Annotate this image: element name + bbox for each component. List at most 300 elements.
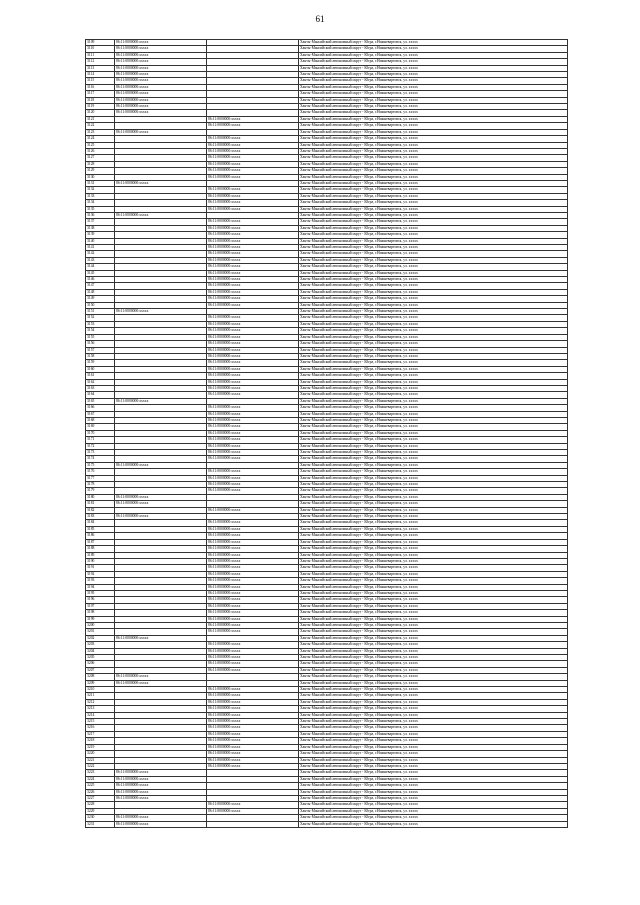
address-cell: Ханты-Мансийский автономный округ - Югра, г.Нижневартовск, ул. xxxxx (299, 72, 568, 78)
address-cell: Ханты-Мансийский автономный округ - Югра, г.Нижневартовск, ул. xxxxx (299, 379, 568, 385)
row-number-cell: 3112 (86, 59, 115, 65)
address-cell: Ханты-Мансийский автономный округ - Югра, г.Нижневартовск, ул. xxxxx (299, 366, 568, 372)
address-cell: Ханты-Мансийский автономный округ - Югра, г.Нижневартовск, ул. xxxxx (299, 328, 568, 334)
address-cell: Ханты-Мансийский автономный округ - Югра, г.Нижневартовск, ул. xxxxx (299, 206, 568, 212)
related-cadastral-number-cell: 86:11:0000000:xxxxx (207, 277, 299, 283)
row-number-cell: 3214 (86, 712, 115, 718)
row-number-cell: 3121 (86, 116, 115, 122)
address-cell: Ханты-Мансийский автономный округ - Югра, г.Нижневартовск, ул. xxxxx (299, 398, 568, 404)
row-number-cell: 3131 (86, 180, 115, 186)
address-cell: Ханты-Мансийский автономный округ - Югра, г.Нижневартовск, ул. xxxxx (299, 450, 568, 456)
cadastral-number-cell: 86:11:0000000:xxxxx (115, 494, 207, 500)
row-number-cell: 3179 (86, 488, 115, 494)
related-cadastral-number-cell: 86:11:0000000:xxxxx (207, 411, 299, 417)
row-number-cell: 3185 (86, 526, 115, 532)
related-cadastral-number-cell: 86:11:0000000:xxxxx (207, 699, 299, 705)
address-cell: Ханты-Мансийский автономный округ - Югра, г.Нижневартовск, ул. xxxxx (299, 674, 568, 680)
address-cell: Ханты-Мансийский автономный округ - Югра, г.Нижневартовск, ул. xxxxx (299, 565, 568, 571)
address-cell: Ханты-Мансийский автономный округ - Югра, г.Нижневартовск, ул. xxxxx (299, 629, 568, 635)
address-cell: Ханты-Мансийский автономный округ - Югра, г.Нижневартовск, ул. xxxxx (299, 353, 568, 359)
related-cadastral-number-cell: 86:11:0000000:xxxxx (207, 437, 299, 443)
address-cell: Ханты-Мансийский автономный округ - Югра, г.Нижневартовск, ул. xxxxx (299, 110, 568, 116)
address-cell: Ханты-Мансийский автономный округ - Югра, г.Нижневартовск, ул. xxxxx (299, 712, 568, 718)
table-row (86, 821, 568, 827)
related-cadastral-number-cell: 86:11:0000000:xxxxx (207, 655, 299, 661)
related-cadastral-number-cell: 86:11:0000000:xxxxx (207, 552, 299, 558)
address-cell: Ханты-Мансийский автономный округ - Югра, г.Нижневартовск, ул. xxxxx (299, 603, 568, 609)
address-cell: Ханты-Мансийский автономный округ - Югра, г.Нижневартовск, ул. xxxxx (299, 693, 568, 699)
row-number-cell: 3122 (86, 123, 115, 129)
row-number-cell: 3177 (86, 475, 115, 481)
related-cadastral-number-cell (207, 821, 299, 827)
cadastral-number-cell: 86:11:0000000:xxxxx (115, 398, 207, 404)
row-number-cell: 3128 (86, 161, 115, 167)
address-cell: Ханты-Мансийский автономный округ - Югра, г.Нижневартовск, ул. xxxxx (299, 655, 568, 661)
address-cell: Ханты-Мансийский автономный округ - Югра, г.Нижневартовск, ул. xxxxx (299, 507, 568, 513)
row-number-cell: 3111 (86, 52, 115, 58)
address-cell: Ханты-Мансийский автономный округ - Югра, г.Нижневартовск, ул. xxxxx (299, 558, 568, 564)
related-cadastral-number-cell: 86:11:0000000:xxxxx (207, 296, 299, 302)
row-number-cell: 3158 (86, 353, 115, 359)
related-cadastral-number-cell: 86:11:0000000:xxxxx (207, 731, 299, 737)
related-cadastral-number-cell: 86:11:0000000:xxxxx (207, 590, 299, 596)
row-number-cell: 3164 (86, 392, 115, 398)
row-number-cell: 3126 (86, 148, 115, 154)
address-cell: Ханты-Мансийский автономный округ - Югра, г.Нижневартовск, ул. xxxxx (299, 770, 568, 776)
address-cell: Ханты-Мансийский автономный округ - Югра, г.Нижневартовск, ул. xxxxx (299, 180, 568, 186)
related-cadastral-number-cell: 86:11:0000000:xxxxx (207, 622, 299, 628)
row-number-cell: 3134 (86, 200, 115, 206)
row-number-cell: 3171 (86, 437, 115, 443)
related-cadastral-number-cell: 86:11:0000000:xxxxx (207, 136, 299, 142)
row-number-cell: 3132 (86, 187, 115, 193)
related-cadastral-number-cell: 86:11:0000000:xxxxx (207, 687, 299, 693)
row-number-cell: 3190 (86, 558, 115, 564)
row-number-cell: 3216 (86, 725, 115, 731)
address-cell: Ханты-Мансийский автономный округ - Югра, г.Нижневартовск, ул. xxxxx (299, 104, 568, 110)
address-cell: Ханты-Мансийский автономный округ - Югра, г.Нижневартовск, ул. xxxxx (299, 642, 568, 648)
address-cell: Ханты-Мансийский автономный округ - Югра, г.Нижневартовск, ул. xxxxx (299, 578, 568, 584)
row-number-cell: 3188 (86, 546, 115, 552)
row-number-cell: 3186 (86, 533, 115, 539)
row-number-cell: 3209 (86, 680, 115, 686)
row-number-cell: 3211 (86, 693, 115, 699)
related-cadastral-number-cell: 86:11:0000000:xxxxx (207, 539, 299, 545)
cadastral-number-cell: 86:11:0000000:xxxxx (115, 680, 207, 686)
row-number-cell: 3197 (86, 603, 115, 609)
cadastral-number-cell: 86:11:0000000:xxxxx (115, 795, 207, 801)
address-cell: Ханты-Мансийский автономный округ - Югра, г.Нижневартовск, ул. xxxxx (299, 526, 568, 532)
address-cell: Ханты-Мансийский автономный округ - Югра, г.Нижневартовск, ул. xxxxx (299, 462, 568, 468)
address-cell: Ханты-Мансийский автономный округ - Югра, г.Нижневартовск, ул. xxxxx (299, 635, 568, 641)
related-cadastral-number-cell: 86:11:0000000:xxxxx (207, 725, 299, 731)
related-cadastral-number-cell: 86:11:0000000:xxxxx (207, 373, 299, 379)
address-cell: Ханты-Мансийский автономный округ - Югра, г.Нижневартовск, ул. xxxxx (299, 161, 568, 167)
row-number-cell: 3120 (86, 110, 115, 116)
address-cell: Ханты-Мансийский автономный округ - Югра, г.Нижневартовск, ул. xxxxx (299, 443, 568, 449)
row-number-cell: 3141 (86, 245, 115, 251)
address-cell: Ханты-Мансийский автономный округ - Югра, г.Нижневартовск, ул. xxxxx (299, 610, 568, 616)
row-number-cell: 3173 (86, 450, 115, 456)
row-number-cell: 3229 (86, 808, 115, 814)
row-number-cell: 3110 (86, 46, 115, 52)
related-cadastral-number-cell: 86:11:0000000:xxxxx (207, 578, 299, 584)
address-cell: Ханты-Мансийский автономный округ - Югра, г.Нижневартовск, ул. xxxxx (299, 795, 568, 801)
related-cadastral-number-cell: 86:11:0000000:xxxxx (207, 315, 299, 321)
row-number-cell: 3182 (86, 507, 115, 513)
row-number-cell: 3203 (86, 642, 115, 648)
address-cell: Ханты-Мансийский автономный округ - Югра, г.Нижневартовск, ул. xxxxx (299, 808, 568, 814)
row-number-cell: 3124 (86, 136, 115, 142)
related-cadastral-number-cell: 86:11:0000000:xxxxx (207, 405, 299, 411)
address-cell: Ханты-Мансийский автономный округ - Югра, г.Нижневартовск, ул. xxxxx (299, 687, 568, 693)
row-number-cell: 3153 (86, 321, 115, 327)
related-cadastral-number-cell: 86:11:0000000:xxxxx (207, 161, 299, 167)
address-cell: Ханты-Мансийский автономный округ - Югра, г.Нижневартовск, ул. xxxxx (299, 238, 568, 244)
row-number-cell: 3175 (86, 462, 115, 468)
row-number-cell: 3145 (86, 270, 115, 276)
row-number-cell: 3118 (86, 97, 115, 103)
row-number-cell: 3198 (86, 610, 115, 616)
cadastral-number-cell: 86:11:0000000:xxxxx (115, 674, 207, 680)
address-cell: Ханты-Мансийский автономный округ - Югра, г.Нижневартовск, ул. xxxxx (299, 731, 568, 737)
address-cell: Ханты-Мансийский автономный округ - Югра, г.Нижневартовск, ул. xxxxx (299, 270, 568, 276)
address-cell: Ханты-Мансийский автономный округ - Югра, г.Нижневартовск, ул. xxxxx (299, 815, 568, 821)
related-cadastral-number-cell: 86:11:0000000:xxxxx (207, 232, 299, 238)
row-number-cell: 3183 (86, 514, 115, 520)
related-cadastral-number-cell: 86:11:0000000:xxxxx (207, 520, 299, 526)
related-cadastral-number-cell: 86:11:0000000:xxxxx (207, 302, 299, 308)
row-number-cell: 3119 (86, 104, 115, 110)
address-cell: Ханты-Мансийский автономный округ - Югра, г.Нижневартовск, ул. xxxxx (299, 437, 568, 443)
address-cell: Ханты-Мансийский автономный округ - Югра, г.Нижневартовск, ул. xxxxx (299, 648, 568, 654)
cadastral-number-cell: 86:11:0000000:xxxxx (115, 501, 207, 507)
address-cell: Ханты-Мансийский автономный округ - Югра, г.Нижневартовск, ул. xxxxx (299, 321, 568, 327)
related-cadastral-number-cell: 86:11:0000000:xxxxx (207, 648, 299, 654)
address-cell: Ханты-Мансийский автономный округ - Югра, г.Нижневартовск, ул. xxxxx (299, 757, 568, 763)
related-cadastral-number-cell: 86:11:0000000:xxxxx (207, 757, 299, 763)
row-number-cell: 3206 (86, 661, 115, 667)
address-cell: Ханты-Мансийский автономный округ - Югра, г.Нижневартовск, ул. xxxxx (299, 315, 568, 321)
row-number-cell: 3152 (86, 315, 115, 321)
row-number-cell: 3204 (86, 648, 115, 654)
cadastral-number-cell: 86:11:0000000:xxxxx (115, 129, 207, 135)
related-cadastral-number-cell: 86:11:0000000:xxxxx (207, 424, 299, 430)
row-number-cell: 3170 (86, 430, 115, 436)
related-cadastral-number-cell: 86:11:0000000:xxxxx (207, 193, 299, 199)
row-number-cell: 3199 (86, 616, 115, 622)
related-cadastral-number-cell: 86:11:0000000:xxxxx (207, 392, 299, 398)
related-cadastral-number-cell: 86:11:0000000:xxxxx (207, 219, 299, 225)
cadastral-number-cell: 86:11:0000000:xxxxx (115, 462, 207, 468)
row-number-cell: 3109 (86, 40, 115, 46)
row-number-cell: 3228 (86, 802, 115, 808)
address-cell: Ханты-Мансийский автономный округ - Югра, г.Нижневартовск, ул. xxxxx (299, 680, 568, 686)
row-number-cell: 3123 (86, 129, 115, 135)
cadastral-number-cell: 86:11:0000000:xxxxx (115, 815, 207, 821)
row-number-cell: 3146 (86, 277, 115, 283)
row-number-cell: 3194 (86, 584, 115, 590)
address-cell: Ханты-Мансийский автономный округ - Югра, г.Нижневартовск, ул. xxxxx (299, 751, 568, 757)
address-cell: Ханты-Мансийский автономный округ - Югра, г.Нижневартовск, ул. xxxxx (299, 116, 568, 122)
cadastral-number-cell: 86:11:0000000:xxxxx (115, 78, 207, 84)
row-number-cell: 3184 (86, 520, 115, 526)
row-number-cell: 3155 (86, 334, 115, 340)
related-cadastral-number-cell: 86:11:0000000:xxxxx (207, 353, 299, 359)
address-cell: Ханты-Мансийский автономный округ - Югра, г.Нижневартовск, ул. xxxxx (299, 622, 568, 628)
row-number-cell: 3174 (86, 456, 115, 462)
row-number-cell: 3218 (86, 738, 115, 744)
cadastral-number-cell: 86:11:0000000:xxxxx (115, 52, 207, 58)
related-cadastral-number-cell: 86:11:0000000:xxxxx (207, 443, 299, 449)
related-cadastral-number-cell: 86:11:0000000:xxxxx (207, 706, 299, 712)
cadastral-number-cell: 86:11:0000000:xxxxx (115, 104, 207, 110)
address-cell: Ханты-Мансийский автономный округ - Югра, г.Нижневартовск, ул. xxxxx (299, 40, 568, 46)
row-number-cell: 3200 (86, 622, 115, 628)
address-cell: Ханты-Мансийский автономный округ - Югра, г.Нижневартовск, ул. xxxxx (299, 706, 568, 712)
related-cadastral-number-cell: 86:11:0000000:xxxxx (207, 661, 299, 667)
related-cadastral-number-cell: 86:11:0000000:xxxxx (207, 148, 299, 154)
address-cell: Ханты-Мансийский автономный округ - Югра, г.Нижневартовск, ул. xxxxx (299, 148, 568, 154)
related-cadastral-number-cell: 86:11:0000000:xxxxx (207, 328, 299, 334)
address-cell: Ханты-Мансийский автономный округ - Югра, г.Нижневартовск, ул. xxxxx (299, 385, 568, 391)
row-number-cell: 3151 (86, 309, 115, 315)
row-number-cell: 3217 (86, 731, 115, 737)
address-cell: Ханты-Мансийский автономный округ - Югра, г.Нижневартовск, ул. xxxxx (299, 802, 568, 808)
related-cadastral-number-cell: 86:11:0000000:xxxxx (207, 629, 299, 635)
cadastral-number-cell: 86:11:0000000:xxxxx (115, 776, 207, 782)
related-cadastral-number-cell: 86:11:0000000:xxxxx (207, 558, 299, 564)
row-number-cell: 3193 (86, 578, 115, 584)
row-number-cell: 3157 (86, 347, 115, 353)
related-cadastral-number-cell: 86:11:0000000:xxxxx (207, 347, 299, 353)
related-cadastral-number-cell: 86:11:0000000:xxxxx (207, 321, 299, 327)
address-cell: Ханты-Мансийский автономный округ - Югра, г.Нижневартовск, ул. xxxxx (299, 136, 568, 142)
row-number-cell: 3215 (86, 719, 115, 725)
address-cell: Ханты-Мансийский автономный округ - Югра, г.Нижневартовск, ул. xxxxx (299, 590, 568, 596)
related-cadastral-number-cell: 86:11:0000000:xxxxx (207, 360, 299, 366)
cadastral-number-cell: 86:11:0000000:xxxxx (115, 91, 207, 97)
row-number-cell: 3180 (86, 494, 115, 500)
address-cell: Ханты-Мансийский автономный округ - Югра, г.Нижневартовск, ул. xxxxx (299, 225, 568, 231)
address-cell: Ханты-Мансийский автономный округ - Югра, г.Нижневартовск, ул. xxxxx (299, 59, 568, 65)
address-cell: Ханты-Мансийский автономный округ - Югра, г.Нижневартовск, ул. xxxxx (299, 289, 568, 295)
address-cell: Ханты-Мансийский автономный округ - Югра, г.Нижневартовск, ул. xxxxx (299, 309, 568, 315)
row-number-cell: 3149 (86, 296, 115, 302)
row-number-cell: 3130 (86, 174, 115, 180)
row-number-cell: 3221 (86, 757, 115, 763)
related-cadastral-number-cell: 86:11:0000000:xxxxx (207, 808, 299, 814)
row-number-cell: 3220 (86, 751, 115, 757)
related-cadastral-number-cell: 86:11:0000000:xxxxx (207, 763, 299, 769)
related-cadastral-number-cell: 86:11:0000000:xxxxx (207, 251, 299, 257)
row-number-cell: 3201 (86, 629, 115, 635)
address-cell: Ханты-Мансийский автономный округ - Югра, г.Нижневартовск, ул. xxxxx (299, 46, 568, 52)
related-cadastral-number-cell: 86:11:0000000:xxxxx (207, 488, 299, 494)
related-cadastral-number-cell: 86:11:0000000:xxxxx (207, 238, 299, 244)
row-number-cell: 3117 (86, 91, 115, 97)
row-number-cell: 3162 (86, 379, 115, 385)
address-cell: Ханты-Мансийский автономный округ - Югра, г.Нижневартовск, ул. xxxxx (299, 494, 568, 500)
cadastral-number-cell: 86:11:0000000:xxxxx (115, 59, 207, 65)
address-cell: Ханты-Мансийский автономный округ - Югра, г.Нижневартовск, ул. xxxxx (299, 552, 568, 558)
row-number-cell: 3135 (86, 206, 115, 212)
table-body (86, 40, 568, 828)
related-cadastral-number-cell: 86:11:0000000:xxxxx (207, 616, 299, 622)
row-number-cell: 3212 (86, 699, 115, 705)
row-number-cell: 3172 (86, 443, 115, 449)
address-cell: Ханты-Мансийский автономный округ - Югра, г.Нижневартовск, ул. xxxxx (299, 661, 568, 667)
address-cell: Ханты-Мансийский автономный округ - Югра, г.Нижневартовск, ул. xxxxx (299, 302, 568, 308)
address-cell: Ханты-Мансийский автономный округ - Югра, г.Нижневартовск, ул. xxxxx (299, 232, 568, 238)
address-cell: Ханты-Мансийский автономный округ - Югра, г.Нижневартовск, ул. xxxxx (299, 411, 568, 417)
row-number-cell: 3226 (86, 789, 115, 795)
row-number-cell: 3207 (86, 667, 115, 673)
row-number-cell: 3129 (86, 168, 115, 174)
address-cell: Ханты-Мансийский автономный округ - Югра, г.Нижневартовск, ул. xxxxx (299, 744, 568, 750)
related-cadastral-number-cell: 86:11:0000000:xxxxx (207, 571, 299, 577)
related-cadastral-number-cell: 86:11:0000000:xxxxx (207, 341, 299, 347)
cadastral-table (85, 39, 568, 828)
cadastral-number-cell: 86:11:0000000:xxxxx (115, 783, 207, 789)
row-number-cell: 3202 (86, 635, 115, 641)
address-cell: Ханты-Мансийский автономный округ - Югра, г.Нижневартовск, ул. xxxxx (299, 616, 568, 622)
row-number-cell: 3150 (86, 302, 115, 308)
page-number: 61 (315, 14, 325, 24)
address-cell: Ханты-Мансийский автономный округ - Югра, г.Нижневартовск, ул. xxxxx (299, 129, 568, 135)
row-number-cell: 3213 (86, 706, 115, 712)
related-cadastral-number-cell: 86:11:0000000:xxxxx (207, 430, 299, 436)
address-cell: Ханты-Мансийский автономный округ - Югра, г.Нижневартовск, ул. xxxxx (299, 251, 568, 257)
address-cell: Ханты-Мансийский автономный округ - Югра, г.Нижневартовск, ул. xxxxx (299, 469, 568, 475)
address-cell: Ханты-Мансийский автономный округ - Югра, г.Нижневартовск, ул. xxxxx (299, 142, 568, 148)
row-number-cell: 3143 (86, 257, 115, 263)
related-cadastral-number-cell: 86:11:0000000:xxxxx (207, 744, 299, 750)
address-cell: Ханты-Мансийский автономный округ - Югра, г.Нижневартовск, ул. xxxxx (299, 725, 568, 731)
row-number-cell: 3230 (86, 815, 115, 821)
address-cell: Ханты-Мансийский автономный округ - Югра, г.Нижневартовск, ул. xxxxx (299, 193, 568, 199)
row-number-cell: 3223 (86, 770, 115, 776)
row-number-cell: 3163 (86, 385, 115, 391)
related-cadastral-number-cell: 86:11:0000000:xxxxx (207, 667, 299, 673)
address-cell: Ханты-Мансийский автономный округ - Югра, г.Нижневартовск, ул. xxxxx (299, 212, 568, 218)
related-cadastral-number-cell: 86:11:0000000:xxxxx (207, 693, 299, 699)
related-cadastral-number-cell: 86:11:0000000:xxxxx (207, 270, 299, 276)
address-cell: Ханты-Мансийский автономный округ - Югра, г.Нижневартовск, ул. xxxxx (299, 283, 568, 289)
row-number-cell: 3196 (86, 597, 115, 603)
row-number-cell: 3140 (86, 238, 115, 244)
related-cadastral-number-cell: 86:11:0000000:xxxxx (207, 610, 299, 616)
address-cell: Ханты-Мансийский автономный округ - Югра, г.Нижневартовск, ул. xxxxx (299, 520, 568, 526)
row-number-cell: 3160 (86, 366, 115, 372)
address-cell: Ханты-Мансийский автономный округ - Югра, г.Нижневартовск, ул. xxxxx (299, 821, 568, 827)
row-number-cell: 3137 (86, 219, 115, 225)
related-cadastral-number-cell: 86:11:0000000:xxxxx (207, 712, 299, 718)
related-cadastral-number-cell: 86:11:0000000:xxxxx (207, 379, 299, 385)
related-cadastral-number-cell: 86:11:0000000:xxxxx (207, 597, 299, 603)
address-cell: Ханты-Мансийский автономный округ - Югра, г.Нижневартовск, ул. xxxxx (299, 347, 568, 353)
related-cadastral-number-cell: 86:11:0000000:xxxxx (207, 584, 299, 590)
related-cadastral-number-cell: 86:11:0000000:xxxxx (207, 385, 299, 391)
row-number-cell: 3115 (86, 78, 115, 84)
address-cell: Ханты-Мансийский автономный округ - Югра, г.Нижневартовск, ул. xxxxx (299, 571, 568, 577)
related-cadastral-number-cell: 86:11:0000000:xxxxx (207, 719, 299, 725)
address-cell: Ханты-Мансийский автономный округ - Югра, г.Нижневартовск, ул. xxxxx (299, 168, 568, 174)
address-cell: Ханты-Мансийский автономный округ - Югра, г.Нижневартовск, ул. xxxxx (299, 257, 568, 263)
address-cell: Ханты-Мансийский автономный округ - Югра, г.Нижневартовск, ул. xxxxx (299, 539, 568, 545)
address-cell: Ханты-Мансийский автономный округ - Югра, г.Нижневартовск, ул. xxxxx (299, 392, 568, 398)
related-cadastral-number-cell: 86:11:0000000:xxxxx (207, 507, 299, 513)
row-number-cell: 3210 (86, 687, 115, 693)
related-cadastral-number-cell: 86:11:0000000:xxxxx (207, 225, 299, 231)
row-number-cell: 3192 (86, 571, 115, 577)
related-cadastral-number-cell: 86:11:0000000:xxxxx (207, 155, 299, 161)
address-cell: Ханты-Мансийский автономный округ - Югра, г.Нижневартовск, ул. xxxxx (299, 78, 568, 84)
address-cell: Ханты-Мансийский автономный округ - Югра, г.Нижневартовск, ул. xxxxx (299, 597, 568, 603)
row-number-cell: 3178 (86, 482, 115, 488)
row-number-cell: 3189 (86, 552, 115, 558)
related-cadastral-number-cell: 86:11:0000000:xxxxx (207, 283, 299, 289)
address-cell: Ханты-Мансийский автономный округ - Югра, г.Нижневартовск, ул. xxxxx (299, 699, 568, 705)
cadastral-number-cell: 86:11:0000000:xxxxx (115, 97, 207, 103)
row-number-cell: 3165 (86, 398, 115, 404)
address-cell: Ханты-Мансийский автономный округ - Югра, г.Нижневартовск, ул. xxxxx (299, 97, 568, 103)
address-cell: Ханты-Мансийский автономный округ - Югра, г.Нижневартовск, ул. xxxxx (299, 488, 568, 494)
row-number-cell: 3205 (86, 655, 115, 661)
row-number-cell: 3144 (86, 264, 115, 270)
related-cadastral-number-cell: 86:11:0000000:xxxxx (207, 417, 299, 423)
address-cell: Ханты-Мансийский автономный округ - Югра, г.Нижневартовск, ул. xxxxx (299, 738, 568, 744)
row-number-cell: 3133 (86, 193, 115, 199)
row-number-cell: 3191 (86, 565, 115, 571)
row-number-cell: 3208 (86, 674, 115, 680)
related-cadastral-number-cell: 86:11:0000000:xxxxx (207, 174, 299, 180)
address-cell: Ханты-Мансийский автономный округ - Югра, г.Нижневартовск, ул. xxxxx (299, 546, 568, 552)
row-number-cell: 3116 (86, 84, 115, 90)
cadastral-number-cell: 86:11:0000000:xxxxx (115, 309, 207, 315)
cadastral-number-cell: 86:11:0000000:xxxxx (115, 821, 207, 827)
address-cell: Ханты-Мансийский автономный округ - Югра, г.Нижневартовск, ул. xxxxx (299, 501, 568, 507)
address-cell: Ханты-Мансийский автономный округ - Югра, г.Нижневартовск, ул. xxxxx (299, 584, 568, 590)
related-cadastral-number-cell: 86:11:0000000:xxxxx (207, 482, 299, 488)
address-cell: Ханты-Мансийский автономный округ - Югра, г.Нижневартовск, ул. xxxxx (299, 187, 568, 193)
cadastral-number-cell: 86:11:0000000:xxxxx (115, 514, 207, 520)
row-number-cell: 3125 (86, 142, 115, 148)
row-number-cell: 3167 (86, 411, 115, 417)
address-cell: Ханты-Мансийский автономный округ - Югра, г.Нижневартовск, ул. xxxxx (299, 430, 568, 436)
address-cell: Ханты-Мансийский автономный округ - Югра, г.Нижневартовск, ул. xxxxx (299, 174, 568, 180)
address-cell: Ханты-Мансийский автономный округ - Югра, г.Нижневартовск, ул. xxxxx (299, 373, 568, 379)
related-cadastral-number-cell: 86:11:0000000:xxxxx (207, 526, 299, 532)
row-number-cell: 3227 (86, 795, 115, 801)
row-number-cell: 3195 (86, 590, 115, 596)
related-cadastral-number-cell: 86:11:0000000:xxxxx (207, 142, 299, 148)
cadastral-number-cell: 86:11:0000000:xxxxx (115, 789, 207, 795)
related-cadastral-number-cell: 86:11:0000000:xxxxx (207, 456, 299, 462)
row-number-cell: 3148 (86, 289, 115, 295)
row-number-cell: 3231 (86, 821, 115, 827)
address-cell: Ханты-Мансийский автономный округ - Югра, г.Нижневартовск, ул. xxxxx (299, 456, 568, 462)
cadastral-number-cell: 86:11:0000000:xxxxx (115, 110, 207, 116)
related-cadastral-number-cell: 86:11:0000000:xxxxx (207, 187, 299, 193)
related-cadastral-number-cell: 86:11:0000000:xxxxx (207, 546, 299, 552)
row-number-cell: 3219 (86, 744, 115, 750)
related-cadastral-number-cell: 86:11:0000000:xxxxx (207, 366, 299, 372)
related-cadastral-number-cell: 86:11:0000000:xxxxx (207, 257, 299, 263)
address-cell: Ханты-Мансийский автономный округ - Югра, г.Нижневартовск, ул. xxxxx (299, 155, 568, 161)
address-cell: Ханты-Мансийский автономный округ - Югра, г.Нижневартовск, ул. xxxxx (299, 219, 568, 225)
address-cell: Ханты-Мансийский автономный округ - Югра, г.Нижневартовск, ул. xxxxx (299, 776, 568, 782)
